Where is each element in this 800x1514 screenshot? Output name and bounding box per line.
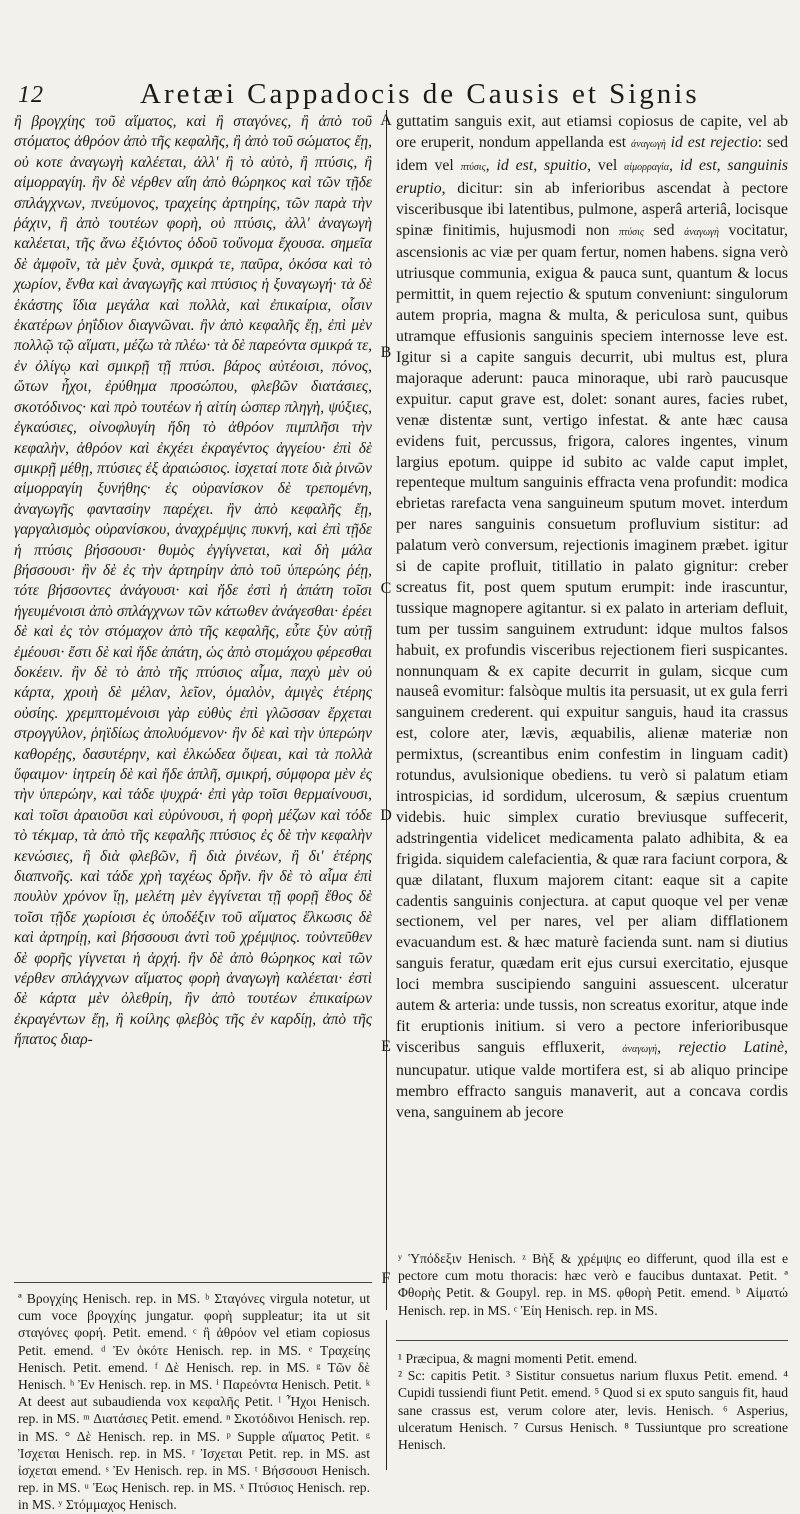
greek-term: αἱμορραγία xyxy=(624,161,669,173)
latin-text xyxy=(396,112,788,1124)
greek-term: πτύσις xyxy=(460,161,486,173)
page-header xyxy=(0,74,800,114)
latin-segment: guttatim sanguis exit, aut etiamsi copiosus de capite, vel ab ore eruperit, nondum appellanda est xyxy=(396,113,788,151)
page-number: 12 xyxy=(18,82,44,108)
latin-segment: , nuncupatur. utique valde mortifera est, si ab aliquo principe membro effracto sanguis manaverit, aut a concava cordis vena, sanguinem ab jecore xyxy=(396,1038,788,1121)
greek-term: ἀναγωγὴ xyxy=(684,226,719,238)
footnotes-right-bottom xyxy=(398,1350,788,1453)
margin-letter-c: C xyxy=(380,580,392,597)
footnotes-left: ª Βρογχίης Henisch. rep. in MS. ᵇ Σταγόνες virgula notetur, ut cum voce βρογχίης jungatur. φορὴ suppleatur; ita ut sit σταγόνες φορή. Petit. emend. ᶜ ἢ ἀθρόον vel etiam copiosus Petit. emend. ᵈ Ἐν ὁκότε Henisch. rep. in MS. ᵉ Τραχείης Henisch. Petit. emend. ᶠ Δὲ Henisch. rep. in MS. ᵍ Τῶν δὲ Henisch. ʰ Ἐν Henisch. rep. in MS. ⁱ Παρεόντα Henisch. Petit. ᵏ At deest aut subaudienda vox κεφαλῆς Petit. ˡ Ἦχοι Henisch. rep. in MS. ᵐ Διατάσιες Petit. emend. ⁿ Σκοτόδινοι Henisch. rep. in MS. ° Δὲ Henisch. rep. in MS. ᵖ Supple αἵματος Petit. ᵍ Ἰσχεται Henisch. rep. in MS. ʳ Ἰσχεται Petit. rep. in MS. ast ἰσχεται emend. ˢ Ἐν Henisch. rep. in MS. ᵗ Βήσσουσι Henisch. rep. in MS. ᵘ Ἐως Henisch. rep. in MS. ˣ Πτύσιος Henisch. rep. in MS. ʸ Στόμμαχος Henisch. xyxy=(18,1291,370,1513)
footnote-rule-left xyxy=(14,1282,372,1283)
greek-term: ἀναγωγὴ xyxy=(631,138,666,150)
latin-gloss: , id est, spuitio xyxy=(485,156,588,174)
greek-column xyxy=(14,112,372,1051)
footnote-item: ¹ Præcipua, & magni momenti Petit. emend. xyxy=(398,1351,638,1366)
margin-letter-f: F xyxy=(381,1270,391,1287)
latin-segment: , dicitur: sin ab inferioribus ascendat à pectore visceribusque ibi latentibus, pulmone, asperâ arteriâ, locisque spinæ finitimis, hujusmodi non xyxy=(396,179,788,239)
greek-text: ἢ βρογχίης τοῦ αἵματος, καὶ ἢ σταγόνες, ἢ ἀπὸ τοῦ στόματος ἀθρόον ἀπὸ τῆς κεφαλῆς, ἢ ἀπὸ τοῦ σώματος ἔῃ, οὐ κοτε ἀναγωγὴ καλέεται, ἀλλ' ἢ τὸ αὐτὸ, ἢ πτύσις, ἢ αἱμορραγίη. ἢν δὲ νέρθεν αἵη ἀπὸ θώρηκος καὶ τῶν τῇδε σπλάγχνων, πνεύμονος, τραχείης ἀρτηρίης, τῶν παρὰ τὴν ῥάχιν, ἢ ἀπὸ τουτέων φορὴ, οὐ πτύσις, ἀλλ' ἀναγωγὴ καλέεται, τῆς ἄνω ἐξιόντος ὁδοῦ τοὔνομα ἔχουσα. σημεῖα δὲ ἀμφοῖν, τὰ μὲν ξυνὰ, σμικρά τε, παῦρα, ὁκόσα καὶ τὸ χωρίον, ἔνθα καὶ ἀναγωγῆς καὶ πτύσιος ἡ ξυναγωγή· τὰ δὲ ἑκάστης ἴδια μεγάλα καὶ πολλὰ, καὶ ἐπικαίρια, οἷσιν ἑκατέρων ῥηΐδιον διαγνῶναι. ἢν ἀπὸ κεφαλῆς ἔῃ, ἐπὶ μὲν πολλῷ τῷ αἵματι, μέζω τὰ πλέω· τὰ δὲ παρεόντα σμικρά τε, ἐν ὀλίγῳ καὶ σμικρῇ τῇ πτύσι. βάρος αὐτέοισι, πόνος, ὤτων ἦχοι, ἐρύθημα προσώπου, φλεβῶν διατάσιες, σκοτόδινος· καὶ πρὸ τουτέων ἡ αἰτίη ὡσπερ πληγὴ, ψύξιες, ἐγκαύσιες, οἰνοφλυγίη ἤδη τὸ ἀθρόον πιμπλῆσι τὴν κεφαλὴν, ἀθρόον καὶ ἐκχέει ἐκραγέντος ἀγγείου· ἐπὶ δὲ σμικρῇ μέθῃ, πτύσιες ἐξ ἀραιώσιος. ἰσχεταί ποτε διὰ ῥινῶν αἱμορραγίη ξυνήθης· ἐς οὐρανίσκον δὲ τρεπομένη, ἀναγωγῆς φαντασίην παρέχει. ἢν ἀπὸ κεφαλῆς ἔῃ, γαργαλισμὸς οὐρανίσκου, ἀναχρέμψις πυκνή, καὶ ἐπὶ τῇδε ἡ πτύσις βήσσουσι· θυμὸς ἐγγίγνεται, καὶ δὴ μάλα βήσσουσι· ἢν δὲ ἐς τὴν ἀρτηρίην ἀπὸ τοῦ ὑπερώης ῥέῃ, τότε βήσσοντες ἀνάγουσι· καὶ ἤδε ἐστὶ ἡ ἀπάτη τοῖσι ἡγευμένοισι ἀπὸ σπλάγχνων τῶν κάτωθεν ἀνάγεσθαι· ἐρέει δὲ καὶ ἐς τὸν στόμαχον ἀπὸ τῆς κεφαλῆς, εὖτε ξὺν αὐτῇ ἐμέουσι· ἔστι δὲ καὶ ἥδε ἀπάτη, ὡς ἀπὸ στομάχου φέρεσθαι δοκέειν. ἢν δὲ τὸ ἀπὸ τῆς πτύσιος αἷμα, παχὺ μὲν οὐ κάρτα, χροιὴ δὲ μέλαν, λεῖον, ὁμαλὸν, ἀμιγὲς ἑτέρης οὐσίης. χρεμπτομένοισι γὰρ εὐθὺς ἐπὶ γλῶσσαν ἔρχεται στρογγύλον, ῥηϊδίως ἀπολυόμενον· ἢν δὲ καὶ τὴν ὑπερώην καθορέῃς, δασυτέρην, καὶ ἑλκώδεα ὄψεαι, καὶ τὰ πολλὰ ὕφαιμον· ἰητρείη δὲ καὶ ἥδε ἁπλῆ, σμικρή, σύμφορα μὲν ἐς τὴν ὑπερώην, καὶ τάδε ψυχρά· ἐπὶ γὰρ τοῖσι θερμαίνουσι, καὶ τοῖσι ἀραιοῦσι καὶ εὐρύνουσι, ἡ φορὴ μέζων καὶ τόδε τὸ τέκμαρ, τὰ ἀπὸ τῆς κεφαλῆς πτύσιος ἐς δὲ τὴν κεφαλὴν κενώσιες, ἢ διὰ φλεβῶν, ἢ διὰ ῥινέων, ἢ δι' ἑτέρης διαπνοῆς. καὶ τάδε χρὴ ταχέως δρῆν. ἢν δὲ τὸ αἷμα ἐπὶ πουλὺν χρόνον ἴῃ, μελέτη μὲν ἐγγίνεται τῇ φορῇ ἔθος δὲ τοῖσι τῇδε χωρίοισι ἐς ὑποδέξιν τοῦ αἵματος ἕλκωσις δὲ καὶ ἀρτηρίῃ, καὶ βήσσουσι ἀντὶ τοῦ χρέμψιος. τοὐντεῦθεν δὲ φορῆς γίγνεται ἡ ἀρχή. ἢν δὲ ἀπὸ θώρηκος καὶ τῶν νέρθεν σπλάγχνων αἵματος φορὴ ἀναγωγὴ καλέεται· ἐστὶ δὲ κάρτα μὲν ὀλεθρίη, ἢν ἀπὸ τουτέων ἐπικαίρων ἐκραγέντων ἔῃ, ἢ κοίλης φλεβὸς τῆς ἐν καρδίῃ, ἀπὸ τῆς ἥπατος διαρ- xyxy=(14,113,372,1049)
latin-gloss: , id est, sanguinis eruptio xyxy=(396,156,788,197)
margin-letter-e: E xyxy=(381,1038,391,1055)
margin-letters xyxy=(376,112,396,1332)
latin-column xyxy=(396,112,788,1124)
greek-term: ἀναγωγὴ xyxy=(622,1043,658,1055)
latin-segment: : sed idem vel xyxy=(396,133,788,174)
greek-term: πτύσις xyxy=(618,226,644,238)
footnote-item: ² Sc: capitis Petit. ³ Sistitur consuetus narium fluxus Petit. emend. ⁴ Cupidi tussiendi fiunt Petit. emend. ⁵ Quod si ex sputo sanguis fit, haud sane crassus est, verum colore ater, levis. Henisch. ⁶ Asperius, ulceratum Henisch. ⁷ Cursus Henisch. ⁸ Tussiuntque pro screatione Henisch. xyxy=(398,1368,788,1453)
latin-segment: vocitatur, ascensionis ac viæ per quam fertur, nomen habens. signa verò utriusque communia, exigua & pauca sunt, quantum & locus permittit, in quem rejectio & sputum conveniunt: singulorum autem propria, magna & multa, & periculosa sunt, quibus utramque effusionis sanguinis speciem internosse leve est. Igitur si a capite sanguis decurrit, ubi multus est, plura majoraque aderunt: pauca minoraque, ubi rarò paucusque expuitur. caput grave est, dolet: sonant aures, facies rubet, venæ distentæ sunt, vertigo infestat. & ante hæc causa evidens fuit, percussus, frigora, calores ingentes, vinum largius epotum. quippe id subito ac valde caput implet, repenteque multum sanguinis effracta vena profundit: modica ebrietas rarefacta vena sanguineum sputum movet. interdum per nares sanguinis consuetum profluvium sistitur: ad palatum verò conversum, rejectionis imaginem præbet. igitur si de capite profluit, titillatio in palato gignitur: creber screatus fit, post quem sputum erumpit: inde irascuntur, tussique magnopere agitantur. si ex palato in arteriam defluit, tum per tussim sanguinem extrudunt: idque multos falsos habuit, ex profundis visceribus rejectionem fieri suspicantes. nonnunquam & ex capite decurrit in gulam, sicque cum nauseâ evomitur: falsòque multis ita persuasit, ut ex gula ferri sanguinem crederent. qui expuitur sanguis, haud ita crassus est, colore ater, lævis, æquabilis, alienæ materiæ non permixtus, (screantibus enim confestim in linguam cadit) rotundus, avulsionique obediens. tu verò si palatum etiam introspicias, id sordidum, ulcerosum, & sæpius cruentum videbis. huic simplex curatio breviusque suffecerit, adstringentia videlicet medicamenta palato adhibita, & ea frigida. siquidem calefacientia, & quæ rara faciunt corpora, & quæ dilatant, fluxum majorem citant: eaque sit a capite cadentis sanguinis conjectura. at caput quoque vel per venæ sectionem, vel per nares, vel per aliam difflationem evacuandum est. & hæc maturè facienda sunt. nam si diutius sanguis feratur, quædam erit ejus cursui exercitatio, ejusque loci membra suscipiendo sanguini assuescent. ulceratur autem & arteria: unde tussis, non screatus exoritur, atque inde fit eruptionis initium. si vero a pectore inferioribusque visceribus sanguis effluxerit, xyxy=(396,221,788,1056)
footnote-divider xyxy=(386,1320,387,1470)
margin-letter-a: A xyxy=(380,112,392,129)
latin-segment: , vel xyxy=(587,156,625,174)
margin-letter-d: D xyxy=(380,807,392,824)
latin-segment: sed xyxy=(643,221,685,239)
running-title: Aretæi Cappadocis de Causis et Signis xyxy=(140,78,700,110)
footnote-rule-right xyxy=(396,1340,788,1341)
margin-letter-b: B xyxy=(380,344,392,361)
latin-gloss: , rejectio Latinè xyxy=(657,1038,785,1056)
footnotes-right-top: ʸ Ὑπόδεξιν Henisch. ᶻ Βὴξ & χρέμψις eo differunt, quod illa est e pectore cum motu thoracis: hæc verò e faucibus duntaxat. Petit. ª Φθορὴς Petit. & Goupyl. rep. in MS. φθορὴ Petit. emend. ᵇ Αἱματώ Henisch. rep. in MS. ᶜ Ἐίη Henisch. rep. in MS. xyxy=(398,1251,788,1318)
latin-gloss: id est rejectio xyxy=(665,133,758,151)
